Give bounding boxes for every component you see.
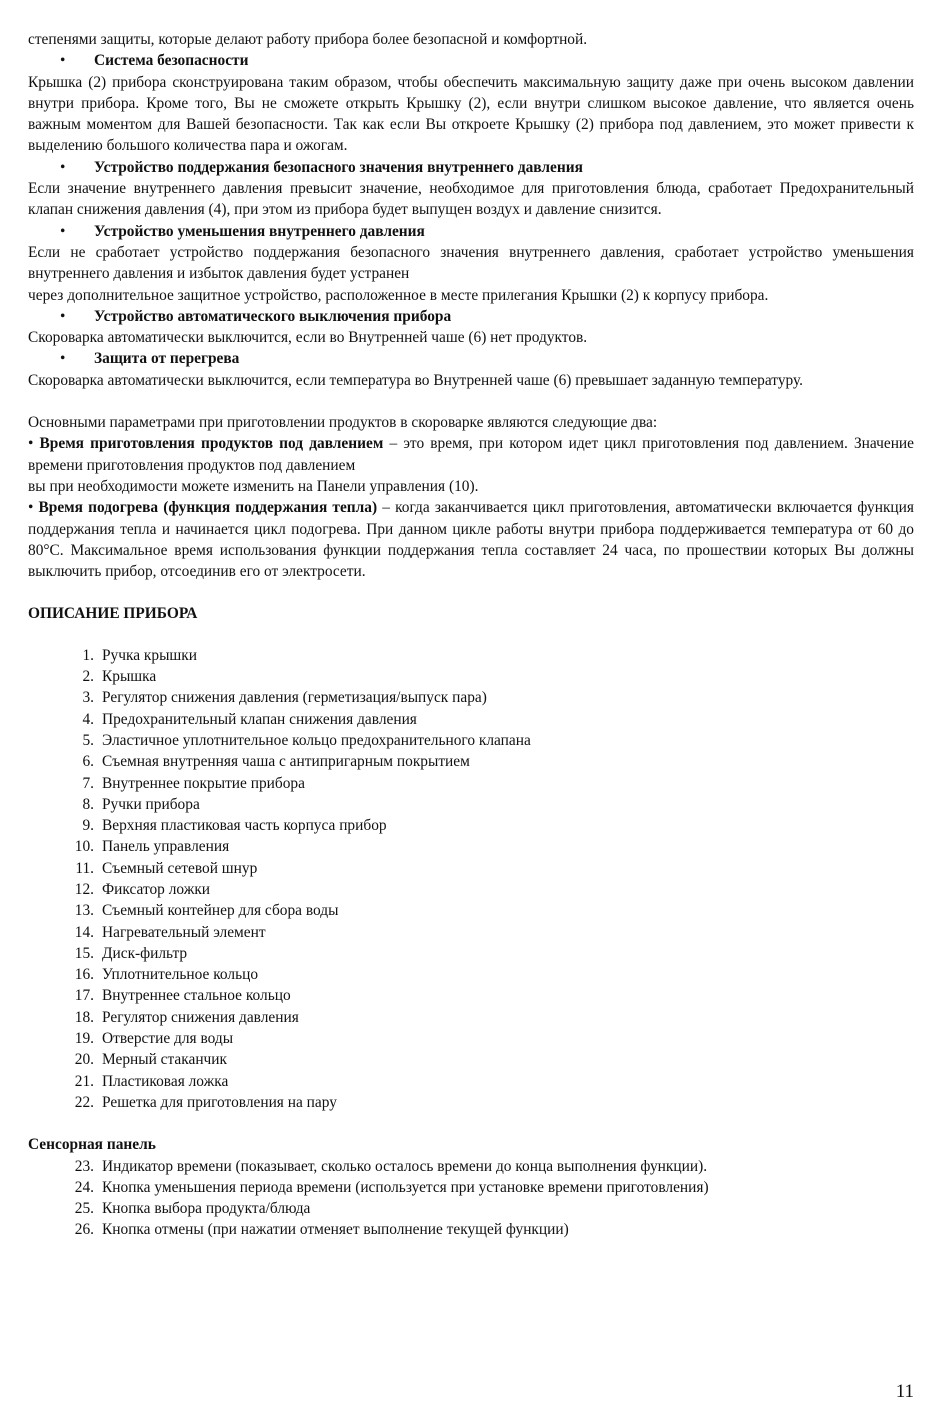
list-item [28, 858, 914, 879]
list-item-text: Кнопка уменьшения периода времени (используется при установке времени приготовления) [102, 1178, 709, 1196]
list-item [28, 1007, 914, 1028]
list-item [28, 687, 914, 708]
bullet-icon: • [60, 307, 66, 325]
list-item [28, 1177, 914, 1198]
list-item-text: Крышка [102, 668, 157, 686]
list-item-number: 9. [82, 817, 94, 835]
list-item-number: 18. [74, 1008, 94, 1026]
list-item-text: Внутреннее покрытие прибора [102, 774, 305, 792]
list-item-text: Мерный стаканчик [102, 1051, 228, 1069]
list-item-text: Регулятор снижения давления (герметизация/выпуск пара) [102, 689, 487, 707]
list-item-number: 19. [74, 1030, 94, 1048]
list-item-text: Предохранительный клапан снижения давления [102, 710, 417, 728]
list-item-number: 23. [74, 1157, 94, 1175]
list-item-text: Съемная внутренняя чаша с антипригарным покрытием [102, 753, 470, 771]
bullet-icon: • [60, 158, 66, 176]
bullet-icon: • [60, 222, 66, 240]
list-item-number: 22. [74, 1093, 94, 1111]
list-item [28, 1028, 914, 1049]
list-item-number: 8. [82, 795, 94, 813]
section-text: Если значение внутреннего давления превысит значение, необходимое для приготовления блюда, сработает Предохранительный клапан снижения давления (4), при этом из прибора будет выпущен воздух и давление снизится. [28, 180, 914, 219]
section-heading [28, 157, 914, 178]
list-item-text: Съемный сетевой шнур [102, 859, 258, 877]
section-heading [28, 221, 914, 242]
list-item-text: Индикатор времени (показывает, сколько осталось времени до конца выполнения функции). [102, 1157, 708, 1175]
section-heading-text: Защита от перегрева [94, 350, 240, 368]
section-heading-text: Устройство уменьшения внутреннего давления [94, 222, 425, 240]
list-item-text: Решетка для приготовления на пару [102, 1093, 337, 1111]
param-cooking-time: • Время приготовления продуктов под давлением – это время, при котором идет цикл приготовления под давлением. Значение времени приготовления продуктов под давлением [28, 435, 915, 474]
list-item-number: 5. [82, 731, 94, 749]
list-item-text: Ручки прибора [102, 795, 200, 813]
sensor-panel-title: Сенсорная панель [28, 1136, 156, 1154]
section-text: Крышка (2) прибора сконструирована таким образом, чтобы обеспечить максимальную защиту даже при очень высоком давлении внутри прибора. Кроме того, Вы не сможете открыть Крышку (2), если внутри слишком высокое давление, что является очень важным моментом для Вашей безопасности. Так как если Вы откроете Крышку (2) прибора под давлением, это может привести к выделению большого количества пара и ожогам. [28, 73, 914, 155]
section-text: Скороварка автоматически выключится, если температура во Внутренней чаше (6) превышает заданную температуру. [28, 371, 804, 389]
document-page [28, 29, 914, 1241]
list-item [28, 1219, 914, 1240]
section-heading [28, 348, 914, 369]
param-warming-time: • Время подогрева (функция поддержания тепла) – когда заканчивается цикл приготовления, автоматически включается функция поддержания тепла и начинается цикл подогрева. При данном цикле работы внутри прибора поддерживается температура от 60 до 80°С. Максимальное время использования функции поддержания тепла составляет 24 часа, по прошествии которых Вы должны выключить прибор, отсоединив его от электросети. [28, 499, 914, 581]
list-item-number: 4. [82, 710, 94, 728]
list-item [28, 815, 914, 836]
list-item [28, 964, 914, 985]
parts-list [28, 645, 914, 1114]
list-item-text: Нагревательный элемент [102, 923, 266, 941]
page-number: 11 [895, 1381, 914, 1402]
list-item-number: 20. [74, 1051, 94, 1069]
list-item [28, 666, 914, 687]
list-item [28, 922, 914, 943]
param-warming-time-label: Время подогрева (функция поддержания тепла) [38, 499, 378, 517]
spacer [28, 391, 914, 412]
list-item [28, 645, 914, 666]
list-item-number: 7. [82, 774, 94, 792]
list-item-text: Верхняя пластиковая часть корпуса прибор [102, 817, 387, 835]
list-item-number: 26. [74, 1221, 94, 1239]
section-heading-text: Устройство автоматического выключения прибора [94, 307, 452, 325]
list-item-number: 24. [74, 1178, 94, 1196]
list-item [28, 751, 914, 772]
section-heading-text: Система безопасности [94, 52, 249, 70]
list-item-number: 17. [74, 987, 94, 1005]
sensor-panel-list [28, 1156, 914, 1241]
list-item-text: Диск-фильтр [102, 944, 188, 962]
section-text: Скороварка автоматически выключится, если во Внутренней чаше (6) нет продуктов. [28, 329, 588, 347]
list-item-text: Ручка крышки [102, 646, 197, 664]
list-item-number: 16. [74, 966, 94, 984]
list-item-number: 21. [74, 1072, 94, 1090]
list-item-number: 15. [74, 944, 94, 962]
list-item-number: 12. [74, 880, 94, 898]
list-item-text: Фиксатор ложки [102, 880, 211, 898]
list-item [28, 900, 914, 921]
param-cooking-time-text: – это время, при котором идет цикл приготовления под давлением. Значение времени приготовления продуктов под давлением [28, 435, 915, 474]
params-intro: Основными параметрами при приготовлении продуктов в скороварке являются следующие два: [28, 414, 658, 432]
section-text: Если не сработает устройство поддержания безопасного значения внутреннего давления, сработает устройство уменьшения внутреннего давления и избыток давления будет устранен [28, 243, 914, 283]
list-item-number: 11. [75, 859, 94, 877]
param-cooking-time-label: Время приготовления продуктов под давлением [39, 435, 384, 453]
param-warming-time-text: – когда заканчивается цикл приготовления, автоматически включается функция поддержания тепла и начинается цикл подогрева. При данном цикле работы внутри прибора поддерживается температура от 60 до 80°С. Максимальное время использования функции поддержания тепла составляет 24 часа, по прошествии которых Вы должны выключить прибор, отсоединив его от электросети. [28, 499, 914, 581]
list-item-text: Внутреннее стальное кольцо [102, 987, 291, 1005]
section-text-continued: через дополнительное защитное устройство, расположенное в месте прилегания Крышки (2) к корпусу прибора. [28, 286, 769, 304]
list-item-text: Панель управления [102, 838, 230, 856]
list-item-number: 2. [82, 668, 94, 686]
list-item [28, 943, 914, 964]
list-item-text: Кнопка выбора продукта/блюда [102, 1200, 311, 1218]
list-item-number: 13. [74, 902, 94, 920]
list-item-number: 14. [74, 923, 94, 941]
list-item-text: Эластичное уплотнительное кольцо предохранительного клапана [102, 731, 531, 749]
list-item [28, 773, 914, 794]
list-item [28, 985, 914, 1006]
description-title: ОПИСАНИЕ ПРИБОРА [28, 605, 198, 623]
list-item [28, 1198, 914, 1219]
list-item [28, 1049, 914, 1070]
list-item-text: Отверстие для воды [102, 1030, 234, 1048]
list-item-number: 3. [82, 689, 94, 707]
list-item-text: Уплотнительное кольцо [102, 966, 259, 984]
list-item-number: 6. [82, 753, 94, 771]
list-item-number: 1. [82, 646, 94, 664]
list-item-text: Кнопка отмены (при нажатии отменяет выполнение текущей функции) [102, 1221, 569, 1239]
bullet-icon: • [60, 350, 66, 368]
section-heading-text: Устройство поддержания безопасного значения внутреннего давления [94, 158, 583, 176]
list-item [28, 794, 914, 815]
list-item [28, 709, 914, 730]
list-item-text: Пластиковая ложка [102, 1072, 229, 1090]
bullet-icon: • [60, 52, 66, 70]
list-item [28, 730, 914, 751]
section-heading [28, 306, 914, 327]
list-item [28, 1071, 914, 1092]
list-item-text: Регулятор снижения давления [102, 1008, 299, 1026]
list-item [28, 836, 914, 857]
list-item [28, 879, 914, 900]
intro-line: степенями защиты, которые делают работу прибора более безопасной и комфортной. [28, 31, 588, 48]
param-cooking-time-continued: вы при необходимости можете изменить на Панели управления (10). [28, 477, 479, 495]
list-item [28, 1156, 914, 1177]
section-heading [28, 50, 914, 71]
list-item [28, 1092, 914, 1113]
list-item-number: 10. [74, 838, 94, 856]
list-item-number: 25. [74, 1200, 94, 1218]
list-item-text: Съемный контейнер для сбора воды [102, 902, 339, 920]
